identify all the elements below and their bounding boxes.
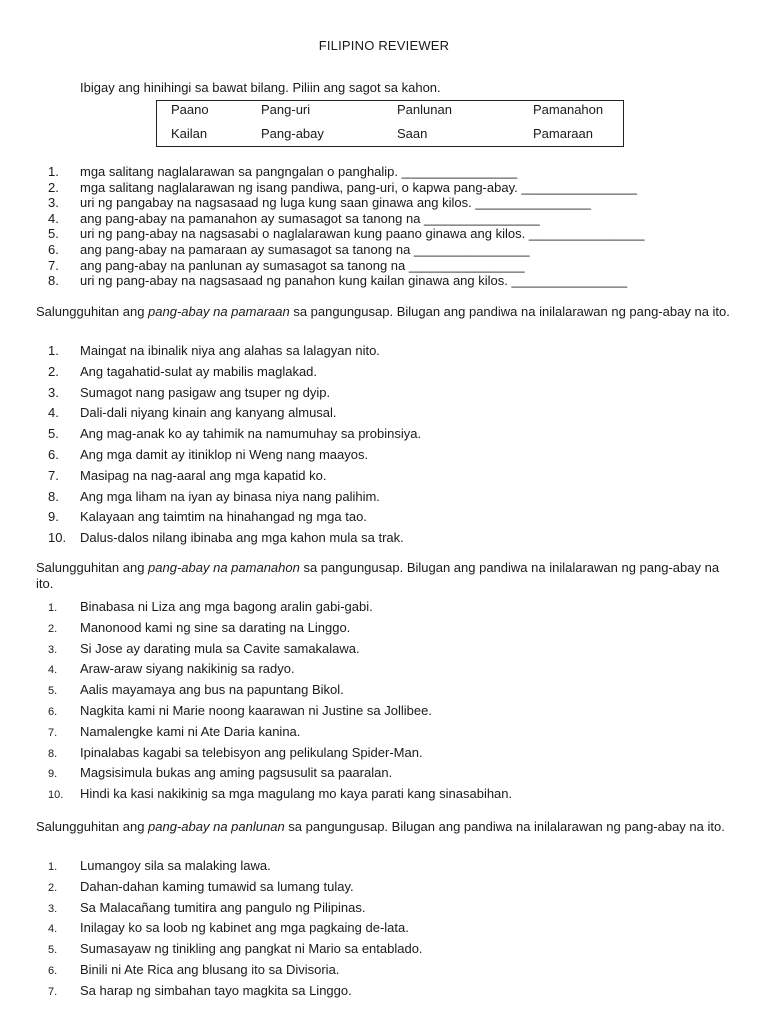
list-item [48,877,423,898]
word-bank-item: Pamanahon [533,102,604,117]
part2-instruction: Salungguhitan ang pang-abay na pamaraan sa pangungusap. Bilugan ang pandiwa na inilalarawan ng pang-abay na ito. [36,304,730,319]
item-text: Ipinalabas kagabi sa telebisyon ang pelikulang Spider-Man. [80,744,423,760]
item-number: 7. [48,257,59,273]
item-text: Ang tagahatid-sulat ay mabilis maglakad. [80,363,318,379]
item-text: Magsisimula bukas ang aming pagsusulit sa paaralan. [80,765,393,781]
item-text: Maingat na ibinalik niya ang alahas sa lalagyan nito. [80,343,380,358]
item-text: Binabasa ni Liza ang mga bagong aralin gabi-gabi. [80,599,373,614]
item-text: Sumagot nang pasigaw ang tsuper ng dyip. [80,384,331,400]
item-number: 8. [48,273,59,289]
part1-list [48,164,645,289]
item-number: 6. [48,964,58,977]
word-bank-item: Paano [171,102,209,117]
list-item [48,618,512,639]
item-text: Araw-araw siyang nakikinig sa radyo. [80,661,295,677]
list-item [48,242,645,258]
item-text: Sa harap ng simbahan tayo magkita sa Linggo. [80,982,352,998]
word-bank-item: Pang-uri [261,102,311,117]
list-item [48,180,645,196]
item-text: uri ng pang-abay na nagsasaad ng panahon kung kailan ginawa ang kilos. ________________ [80,273,628,289]
list-item [48,743,512,764]
item-number: 2. [48,179,59,195]
item-number: 3. [48,643,58,656]
part3-instruction: Salungguhitan ang pang-abay na pamanahon sa pangungusap. Bilugan ang pandiwa na inilalarawan ng pang-abay na ito. [36,560,720,591]
item-text: uri ng pang-abay na nagsasabi o naglalarawan kung paano ginawa ang kilos. ________________ [80,226,645,242]
item-number: 3. [48,384,59,400]
list-item [48,341,421,362]
item-number: 3. [48,902,58,915]
item-number: 2. [48,881,58,894]
item-text: Lumangoy sila sa malaking lawa. [80,858,271,873]
list-item [48,403,421,424]
item-number: 4. [48,210,59,226]
list-item [48,659,512,680]
word-bank-item: Pamaraan [533,126,593,141]
item-number: 9. [48,768,58,781]
item-text: Dalus-dalos nilang ibinaba ang mga kahon mula sa trak. [80,530,404,546]
page-title: FILIPINO REVIEWER [318,38,450,53]
word-bank-item: Kailan [171,126,208,141]
list-item [48,383,421,404]
list-item [48,722,512,743]
list-item [48,258,645,274]
item-text: Ang mag-anak ko ay tahimik na namumuhay sa probinsiya. [80,426,422,442]
item-text: ang pang-abay na panlunan ay sumasagot sa tanong na ________________ [80,257,525,273]
word-bank-item: Panlunan [397,102,452,117]
item-text: mga salitang naglalarawan ng isang pandiwa, pang-uri, o kapwa pang-abay. ________________ [80,179,638,195]
list-item [48,856,423,877]
list-item [48,701,512,722]
item-text: Ang mga liham na iyan ay binasa niya nang palihim. [80,488,380,504]
list-item [48,273,645,289]
part1-instruction: Ibigay ang hinihingi sa bawat bilang. Piliin ang sagot sa kahon. [80,80,441,95]
item-number: 6. [48,241,59,257]
item-number: 8. [48,747,58,760]
list-item [48,362,421,383]
item-number: 2. [48,363,59,379]
item-number: 4. [48,664,58,677]
word-bank-item: Pang-abay [261,126,324,141]
item-number: 5. [48,426,59,442]
list-item [48,164,645,180]
list-item [48,445,421,466]
item-text: Hindi ka kasi nakikinig sa mga magulang mo kaya parati kang sinasabihan. [80,786,513,802]
list-item [48,487,421,508]
part2-list [48,341,421,549]
item-text: Dahan-dahan kaming tumawid sa lumang tulay. [80,878,354,894]
item-number: 2. [48,622,58,635]
part4-list [48,856,423,1002]
item-number: 6. [48,446,59,462]
item-text: Binili ni Ate Rica ang blusang ito sa Divisoria. [80,961,340,977]
item-text: Namalengke kami ni Ate Daria kanina. [80,723,301,739]
item-number: 8. [48,488,59,504]
item-text: ang pang-abay na pamaraan ay sumasagot sa tanong na ________________ [80,241,530,257]
part4-instruction: Salungguhitan ang pang-abay na panlunan sa pangungusap. Bilugan ang pandiwa na inilalarawan ng pang-abay na ito. [36,819,725,834]
item-number: 3. [48,195,59,211]
item-number: 5. [48,685,58,698]
item-text: Kalayaan ang taimtim na hinahangad ng mga tao. [80,509,367,525]
item-number: 6. [48,705,58,718]
item-text: Aalis mayamaya ang bus na papuntang Bikol. [80,682,344,698]
item-text: mga salitang naglalarawan sa pangngalan o panghalip. ________________ [80,164,518,179]
item-text: Nagkita kami ni Marie noong kaarawan ni Justine sa Jollibee. [80,702,432,718]
item-number: 5. [48,944,58,957]
word-bank-box [156,100,624,147]
list-item [48,211,645,227]
list-item [48,507,421,528]
item-number: 1. [48,602,58,614]
list-item [48,466,421,487]
item-text: Dali-dali niyang kinain ang kanyang almusal. [80,405,337,421]
item-text: Masipag na nag-aaral ang mga kapatid ko. [80,467,327,483]
list-item [48,784,512,805]
word-bank-item: Saan [397,126,428,141]
part3-list [48,597,512,805]
list-item [48,424,421,445]
item-number: 1. [48,164,59,179]
list-item [48,918,423,939]
list-item [48,528,421,549]
list-item [48,981,423,1002]
item-text: Sumasayaw ng tinikling ang pangkat ni Mario sa entablado. [80,941,423,957]
item-text: Manonood kami ng sine sa darating na Linggo. [80,619,351,635]
list-item [48,939,423,960]
item-text: ang pang-abay na pamanahon ay sumasagot sa tanong na ________________ [80,210,540,226]
item-number: 1. [48,343,59,358]
item-number: 7. [48,726,58,739]
item-number: 1. [48,861,58,873]
item-number: 4. [48,923,58,936]
item-text: Sa Malacañang tumitira ang pangulo ng Pilipinas. [80,899,366,915]
item-number: 10. [48,530,67,546]
list-item [48,226,645,242]
list-item [48,597,512,618]
item-number: 7. [48,985,58,998]
list-item [48,680,512,701]
item-number: 4. [48,405,59,421]
item-number: 10. [48,789,64,802]
list-item [48,195,645,211]
item-number: 9. [48,509,59,525]
item-number: 5. [48,226,59,242]
list-item [48,639,512,660]
item-text: Si Jose ay darating mula sa Cavite samakalawa. [80,640,360,656]
list-item [48,763,512,784]
item-number: 7. [48,467,59,483]
item-text: Inilagay ko sa loob ng kabinet ang mga pagkaing de-lata. [80,920,409,936]
list-item [48,960,423,981]
list-item [48,898,423,919]
item-text: Ang mga damit ay itiniklop ni Weng nang maayos. [80,446,369,462]
item-text: uri ng pangabay na nagsasaad ng luga kung saan ginawa ang kilos. ________________ [80,195,592,211]
